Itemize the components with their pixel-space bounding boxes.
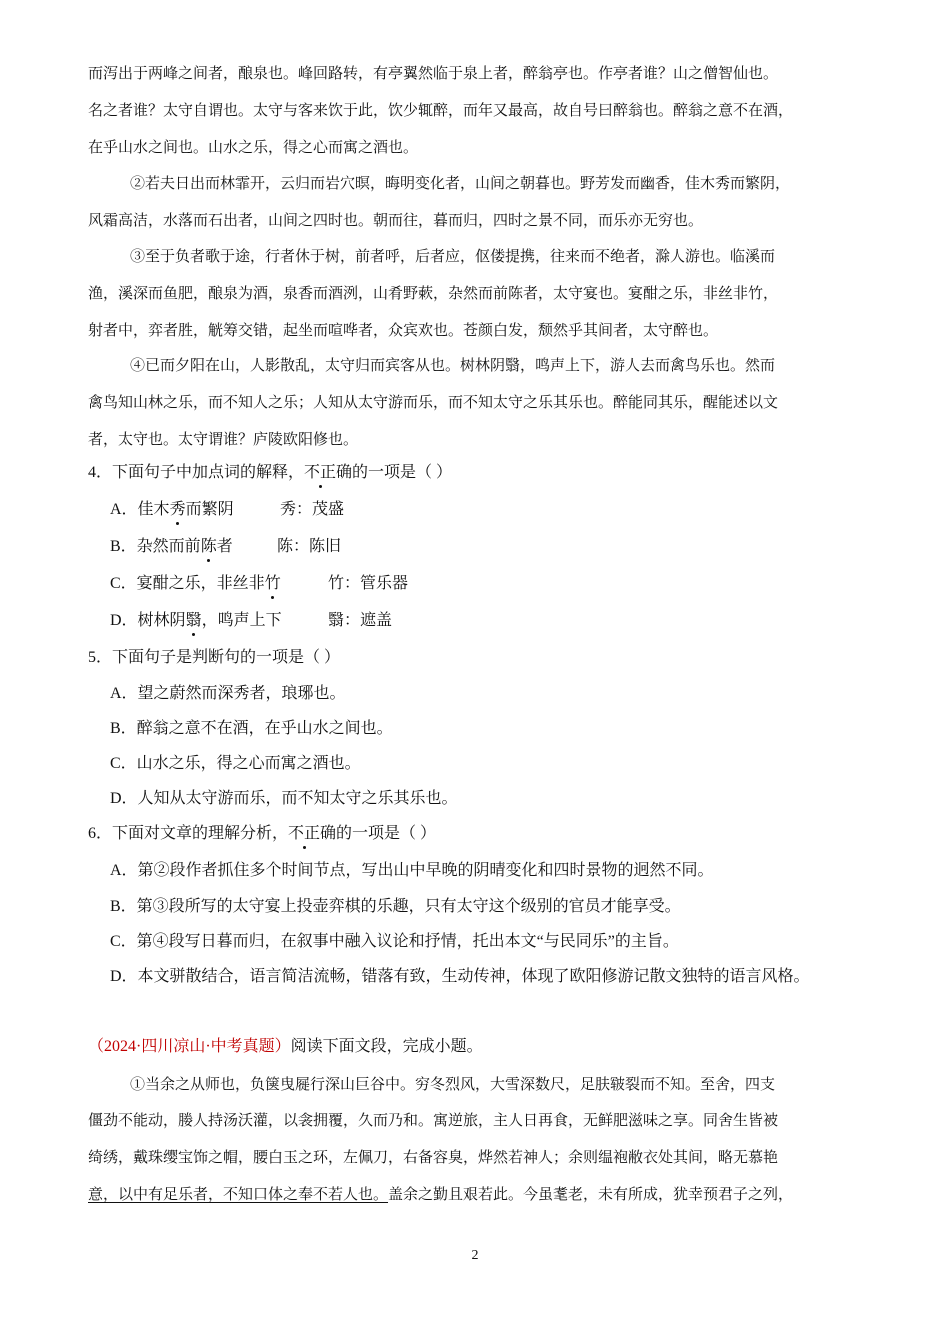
underlined-sentence: 意，以中有足乐者，不知口体之奉不若人也。 — [88, 1185, 389, 1203]
passage-line: 而泻出于两峰之间者，酿泉也。峰回路转，有亭翼然临于泉上者，醉翁亭也。作亭者谁？山之僧智仙也。 — [88, 64, 779, 82]
passage-line: 僵劲不能动，媵人持汤沃灌，以衾拥覆，久而乃和。寓逆旅，主人日再食，无鲜肥滋味之享。同舍生皆被 — [88, 1111, 779, 1129]
passage-line: 意，以中有足乐者，不知口体之奉不若人也。盖余之勤且艰若此。今虽耄老，未有所成，犹幸预君子之列， — [88, 1185, 794, 1203]
question-5-option-b[interactable]: B．醉翁之意不在酒，在乎山水之间也。 — [110, 720, 393, 737]
passage-paragraph-1: ①当余之从师也，负箧曳屣行深山巨谷中。穷冬烈风，大雪深数尺，足肤皲裂而不知。至舍，四支 — [130, 1075, 776, 1093]
passage-paragraph-3: ③至于负者歌于途，行者休于树，前者呼，后者应，伛偻提携，往来而不绝者，滁人游也。临溪而 — [130, 247, 776, 265]
question-4-option-a[interactable]: A．佳木秀而繁阴 秀：茂盛 — [110, 501, 345, 518]
question-5-option-d[interactable]: D．人知从太守游而乐，而不知太守之乐其乐也。 — [110, 790, 458, 807]
passage-paragraph-2: ②若夫日出而林霏开，云归而岩穴暝，晦明变化者，山间之朝暮也。野芳发而幽香，佳木秀而繁阴， — [130, 174, 791, 192]
question-6-stem: 6．下面对文章的理解分析，不正确的一项是（ ） — [88, 825, 437, 842]
question-4-option-c[interactable]: C．宴酣之乐，非丝非竹 竹：管乐器 — [110, 575, 409, 592]
question-5-option-a[interactable]: A．望之蔚然而深秀者，琅琊也。 — [110, 685, 346, 702]
passage-line: 名之者谁？太守自谓也。太守与客来饮于此，饮少辄醉，而年又最高，故自号曰醉翁也。醉翁之意不在酒， — [88, 101, 794, 119]
passage-line: 在乎山水之间也。山水之乐，得之心而寓之酒也。 — [88, 138, 419, 156]
question-6-option-d[interactable]: D．本文骈散结合，语言简洁流畅，错落有致，生动传神，体现了欧阳修游记散文独特的语言风格。 — [110, 968, 810, 985]
question-5-stem: 5．下面句子是判断句的一项是（ ） — [88, 649, 341, 666]
question-4-option-b[interactable]: B．杂然而前陈者 陈：陈旧 — [110, 538, 342, 555]
passage-line: 禽鸟知山林之乐，而不知人之乐；人知从太守游而乐，而不知太守之乐其乐也。醉能同其乐，醒能述以文 — [88, 393, 779, 411]
passage-line: 绮绣，戴珠缨宝饰之帽，腰白玉之环，左佩刀，右备容臭，烨然若神人；余则缊袍敝衣处其间，略无慕艳 — [88, 1148, 779, 1166]
emphasis-dots: 不正 — [304, 464, 337, 481]
page-number: 2 — [471, 1248, 479, 1263]
question-4-option-d[interactable]: D．树林阴翳，鸣声上下 翳：遮盖 — [110, 612, 393, 629]
question-4-stem: 4．下面句子中加点词的解释，不正确的一项是（ ） — [88, 464, 453, 481]
passage-line: 者，太守也。太守谓谁？庐陵欧阳修也。 — [88, 430, 359, 448]
section-heading: （2024·四川凉山·中考真题）阅读下面文段，完成小题。 — [88, 1038, 483, 1055]
passage-line: 渔，溪深而鱼肥，酿泉为酒，泉香而酒洌，山肴野蔌，杂然而前陈者，太守宴也。宴酣之乐，非丝非竹， — [88, 284, 779, 302]
emphasis-dots: 不正 — [288, 825, 321, 842]
question-5-option-c[interactable]: C．山水之乐，得之心而寓之酒也。 — [110, 755, 361, 772]
passage-line: 风霜高洁，水落而石出者，山间之四时也。朝而往，暮而归，四时之景不同，而乐亦无穷也。 — [88, 211, 704, 229]
question-6-option-c[interactable]: C．第④段写日暮而归，在叙事中融入议论和抒情，托出本文“与民同乐”的主旨。 — [110, 933, 679, 950]
source-label: （2024·四川凉山·中考真题） — [88, 1038, 291, 1055]
question-6-option-b[interactable]: B．第③段所写的太守宴上投壶弈棋的乐趣，只有太守这个级别的官员才能享受。 — [110, 898, 681, 915]
question-6-option-a[interactable]: A．第②段作者抓住多个时间节点，写出山中早晚的阴晴变化和四时景物的迥然不同。 — [110, 862, 714, 879]
passage-paragraph-4: ④已而夕阳在山，人影散乱，太守归而宾客从也。树林阴翳，鸣声上下，游人去而禽鸟乐也。然而 — [130, 356, 776, 374]
passage-line: 射者中，弈者胜，觥筹交错，起坐而喧哗者，众宾欢也。苍颜白发，颓然乎其间者，太守醉也。 — [88, 321, 719, 339]
